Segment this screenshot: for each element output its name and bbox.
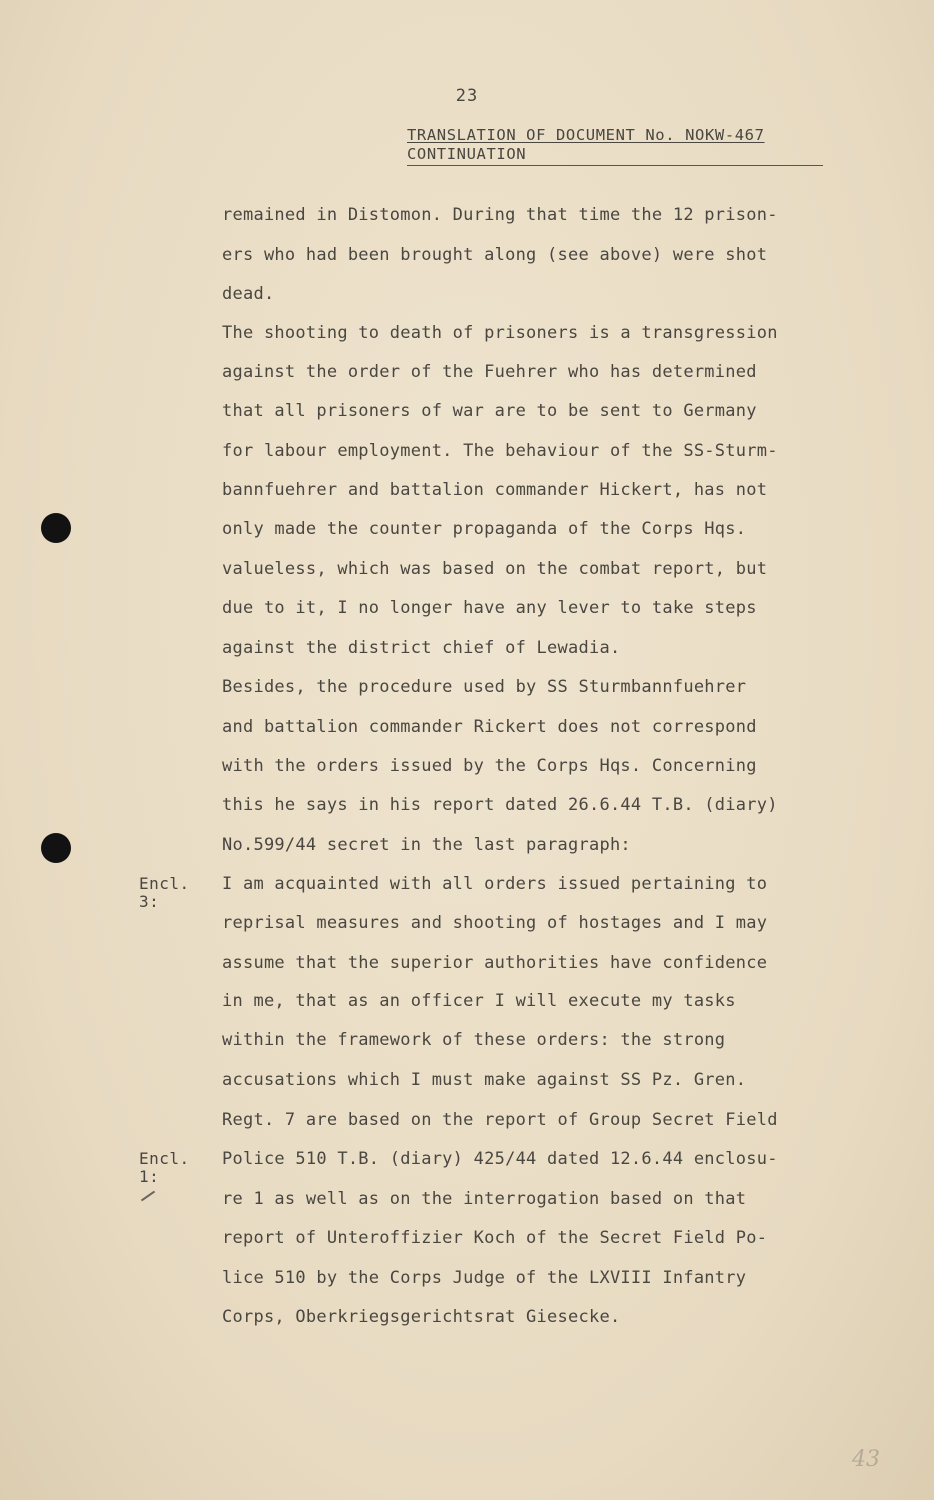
body-line: Police 510 T.B. (diary) 425/44 dated 12.6.44 enclosu- (222, 1149, 778, 1169)
body-line: reprisal measures and shooting of hostages and I may (222, 913, 768, 933)
body-line: due to it, I no longer have any lever to take steps (222, 598, 757, 618)
handwritten-page-number: 43 (852, 1447, 880, 1472)
body-line: that all prisoners of war are to be sent to Germany (222, 401, 757, 421)
body-line: report of Unteroffizier Koch of the Secret Field Po- (222, 1228, 768, 1248)
body-line: lice 510 by the Corps Judge of the LXVIII Infantry (222, 1268, 747, 1288)
body-line: I am acquainted with all orders issued pertaining to (222, 874, 768, 894)
punch-hole-icon (41, 513, 71, 543)
body-line: re 1 as well as on the interrogation based on that (222, 1189, 747, 1209)
punch-hole-icon (41, 833, 71, 863)
margin-note-number: 1: (139, 1167, 160, 1186)
body-line: and battalion commander Rickert does not correspond (222, 717, 757, 737)
body-line: against the order of the Fuehrer who has determined (222, 362, 757, 382)
page-number: 23 (455, 86, 479, 106)
body-line: within the framework of these orders: the strong (222, 1030, 726, 1050)
body-line: against the district chief of Lewadia. (222, 638, 621, 658)
body-line: for labour employment. The behaviour of the SS-Sturm- (222, 441, 778, 461)
body-line: dead. (222, 284, 275, 304)
margin-note-label: Encl. (139, 874, 190, 893)
body-line: accusations which I must make against SS Pz. Gren. (222, 1070, 747, 1090)
body-line: with the orders issued by the Corps Hqs. Concerning (222, 756, 757, 776)
body-line: bannfuehrer and battalion commander Hickert, has not (222, 480, 768, 500)
margin-note-enclosure-1 (139, 1150, 190, 1186)
body-line: only made the counter propaganda of the Corps Hqs. (222, 519, 747, 539)
body-line: Corps, Oberkriegsgerichtsrat Giesecke. (222, 1307, 621, 1327)
heading-title: TRANSLATION OF DOCUMENT No. NOKW-467 (407, 126, 765, 144)
heading-continuation: CONTINUATION (407, 145, 527, 163)
body-line: assume that the superior authorities have confidence (222, 953, 768, 973)
body-line: in me, that as an officer I will execute my tasks (222, 991, 736, 1011)
body-line: ers who had been brought along (see above) were shot (222, 245, 768, 265)
body-line: remained in Distomon. During that time the 12 prison- (222, 205, 778, 225)
body-line: Regt. 7 are based on the report of Group Secret Field (222, 1110, 778, 1130)
document-heading (407, 126, 823, 166)
margin-note-number: 3: (139, 892, 160, 911)
body-line: The shooting to death of prisoners is a transgression (222, 323, 778, 343)
body-line: Besides, the procedure used by SS Sturmbannfuehrer (222, 677, 747, 697)
body-line: valueless, which was based on the combat report, but (222, 559, 768, 579)
body-line: this he says in his report dated 26.6.44 T.B. (diary) (222, 795, 778, 815)
body-line: No.599/44 secret in the last paragraph: (222, 835, 631, 855)
margin-note-label: Encl. (139, 1149, 190, 1168)
margin-note-enclosure-3 (139, 875, 190, 911)
pencil-tick-mark (141, 1191, 155, 1202)
